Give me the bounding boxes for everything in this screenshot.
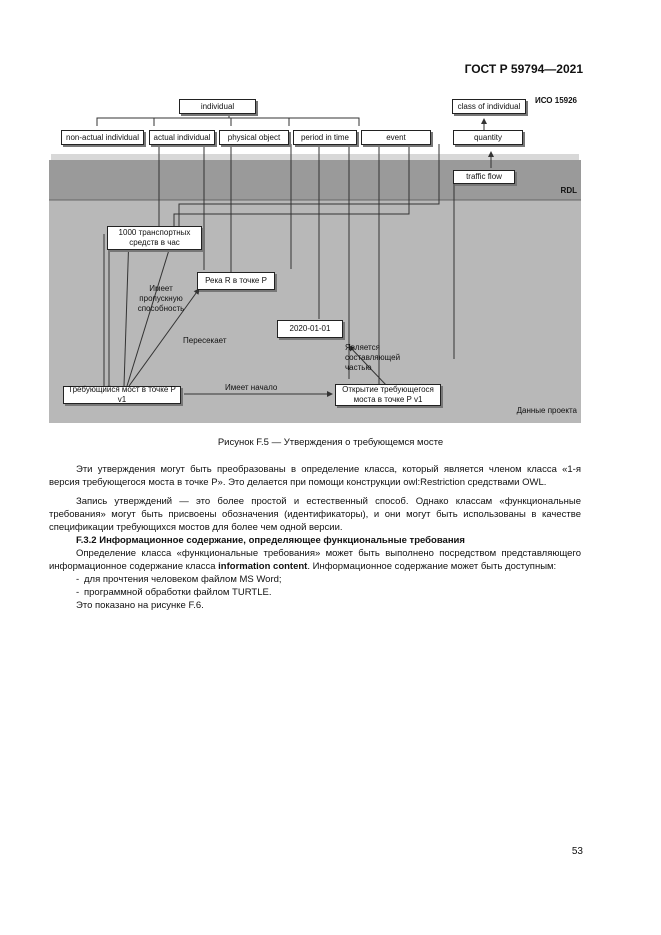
paragraph-3-term: information content	[218, 561, 308, 572]
list-item: - для прочтения человеком файлом MS Word;	[76, 574, 282, 585]
page-number: 53	[571, 846, 583, 857]
box-date: 2020-01-01	[277, 320, 343, 338]
rdl-label: RDL	[560, 186, 577, 195]
paragraph-1: Эти утверждения могут быть преобразованы в определение класса, который является членом класса «1-я версия требующегося моста в точке P». Это делается при помощи конструкции owl:Restriction средствами OWL.	[49, 464, 581, 488]
box-actual-individual: actual individual	[149, 130, 215, 145]
paragraph-3	[49, 547, 581, 573]
paragraph-2: Запись утверждений — это более простой и естественный способ. Однако классам «функциональные требования» могут быть присвоены обозначения (идентификаторы), и они могут быть использованы в качестве спецификации требующихся мостов для более чем одной версии.	[49, 496, 581, 533]
box-event: event	[361, 130, 431, 145]
figure-f5	[49, 94, 581, 423]
list-item-text: для прочтения человеком файлом MS Word;	[84, 574, 282, 585]
box-non-actual-individual: non-actual individual	[61, 130, 144, 145]
paragraph-3-start: Определение класса «функциональные требования» может быть выполнено посредством представляющего информационное содержание класса	[49, 548, 581, 572]
section-heading: F.3.2 Информационное содержание, определяющее функциональные требования	[76, 535, 465, 546]
iso-label: ИСО 15926	[534, 96, 577, 105]
paragraph-3-end: . Информационное содержание может быть доступным:	[307, 561, 557, 572]
box-traffic-flow: traffic flow	[453, 170, 515, 184]
box-period-in-time: period in time	[293, 130, 357, 145]
body-text	[49, 463, 581, 612]
box-bridge-opening: Открытие требующегося моста в точке P v1	[335, 384, 441, 406]
box-class-of-individual: class of individual	[452, 99, 526, 114]
box-quantity: quantity	[453, 130, 523, 145]
box-traffic-volume: 1000 транспортных средств в час	[107, 226, 202, 250]
box-river-r: Река R в точке P	[197, 272, 275, 290]
label-has-capacity: Имеет пропускную способность	[137, 284, 185, 313]
box-required-bridge: Требующийся мост в точке P v1	[63, 386, 181, 404]
standard-number: ГОСТ Р 59794—2021	[464, 62, 583, 76]
list-item-text: программной обработки файлом TURTLE.	[84, 587, 272, 598]
list-item: - программной обработки файлом TURTLE.	[76, 587, 272, 598]
box-individual: individual	[179, 99, 256, 114]
label-has-start: Имеет начало	[225, 383, 278, 392]
label-crosses: Пересекает	[183, 336, 227, 345]
box-physical-object: physical object	[219, 130, 289, 145]
figure-caption: Рисунок F.5 — Утверждения о требующемся мосте	[217, 437, 444, 448]
paragraph-4: Это показано на рисунке F.6.	[76, 600, 204, 611]
label-is-part: Является составляющей частью	[345, 343, 401, 372]
dotted-row	[51, 154, 579, 160]
project-label: Данные проекта	[516, 406, 577, 415]
